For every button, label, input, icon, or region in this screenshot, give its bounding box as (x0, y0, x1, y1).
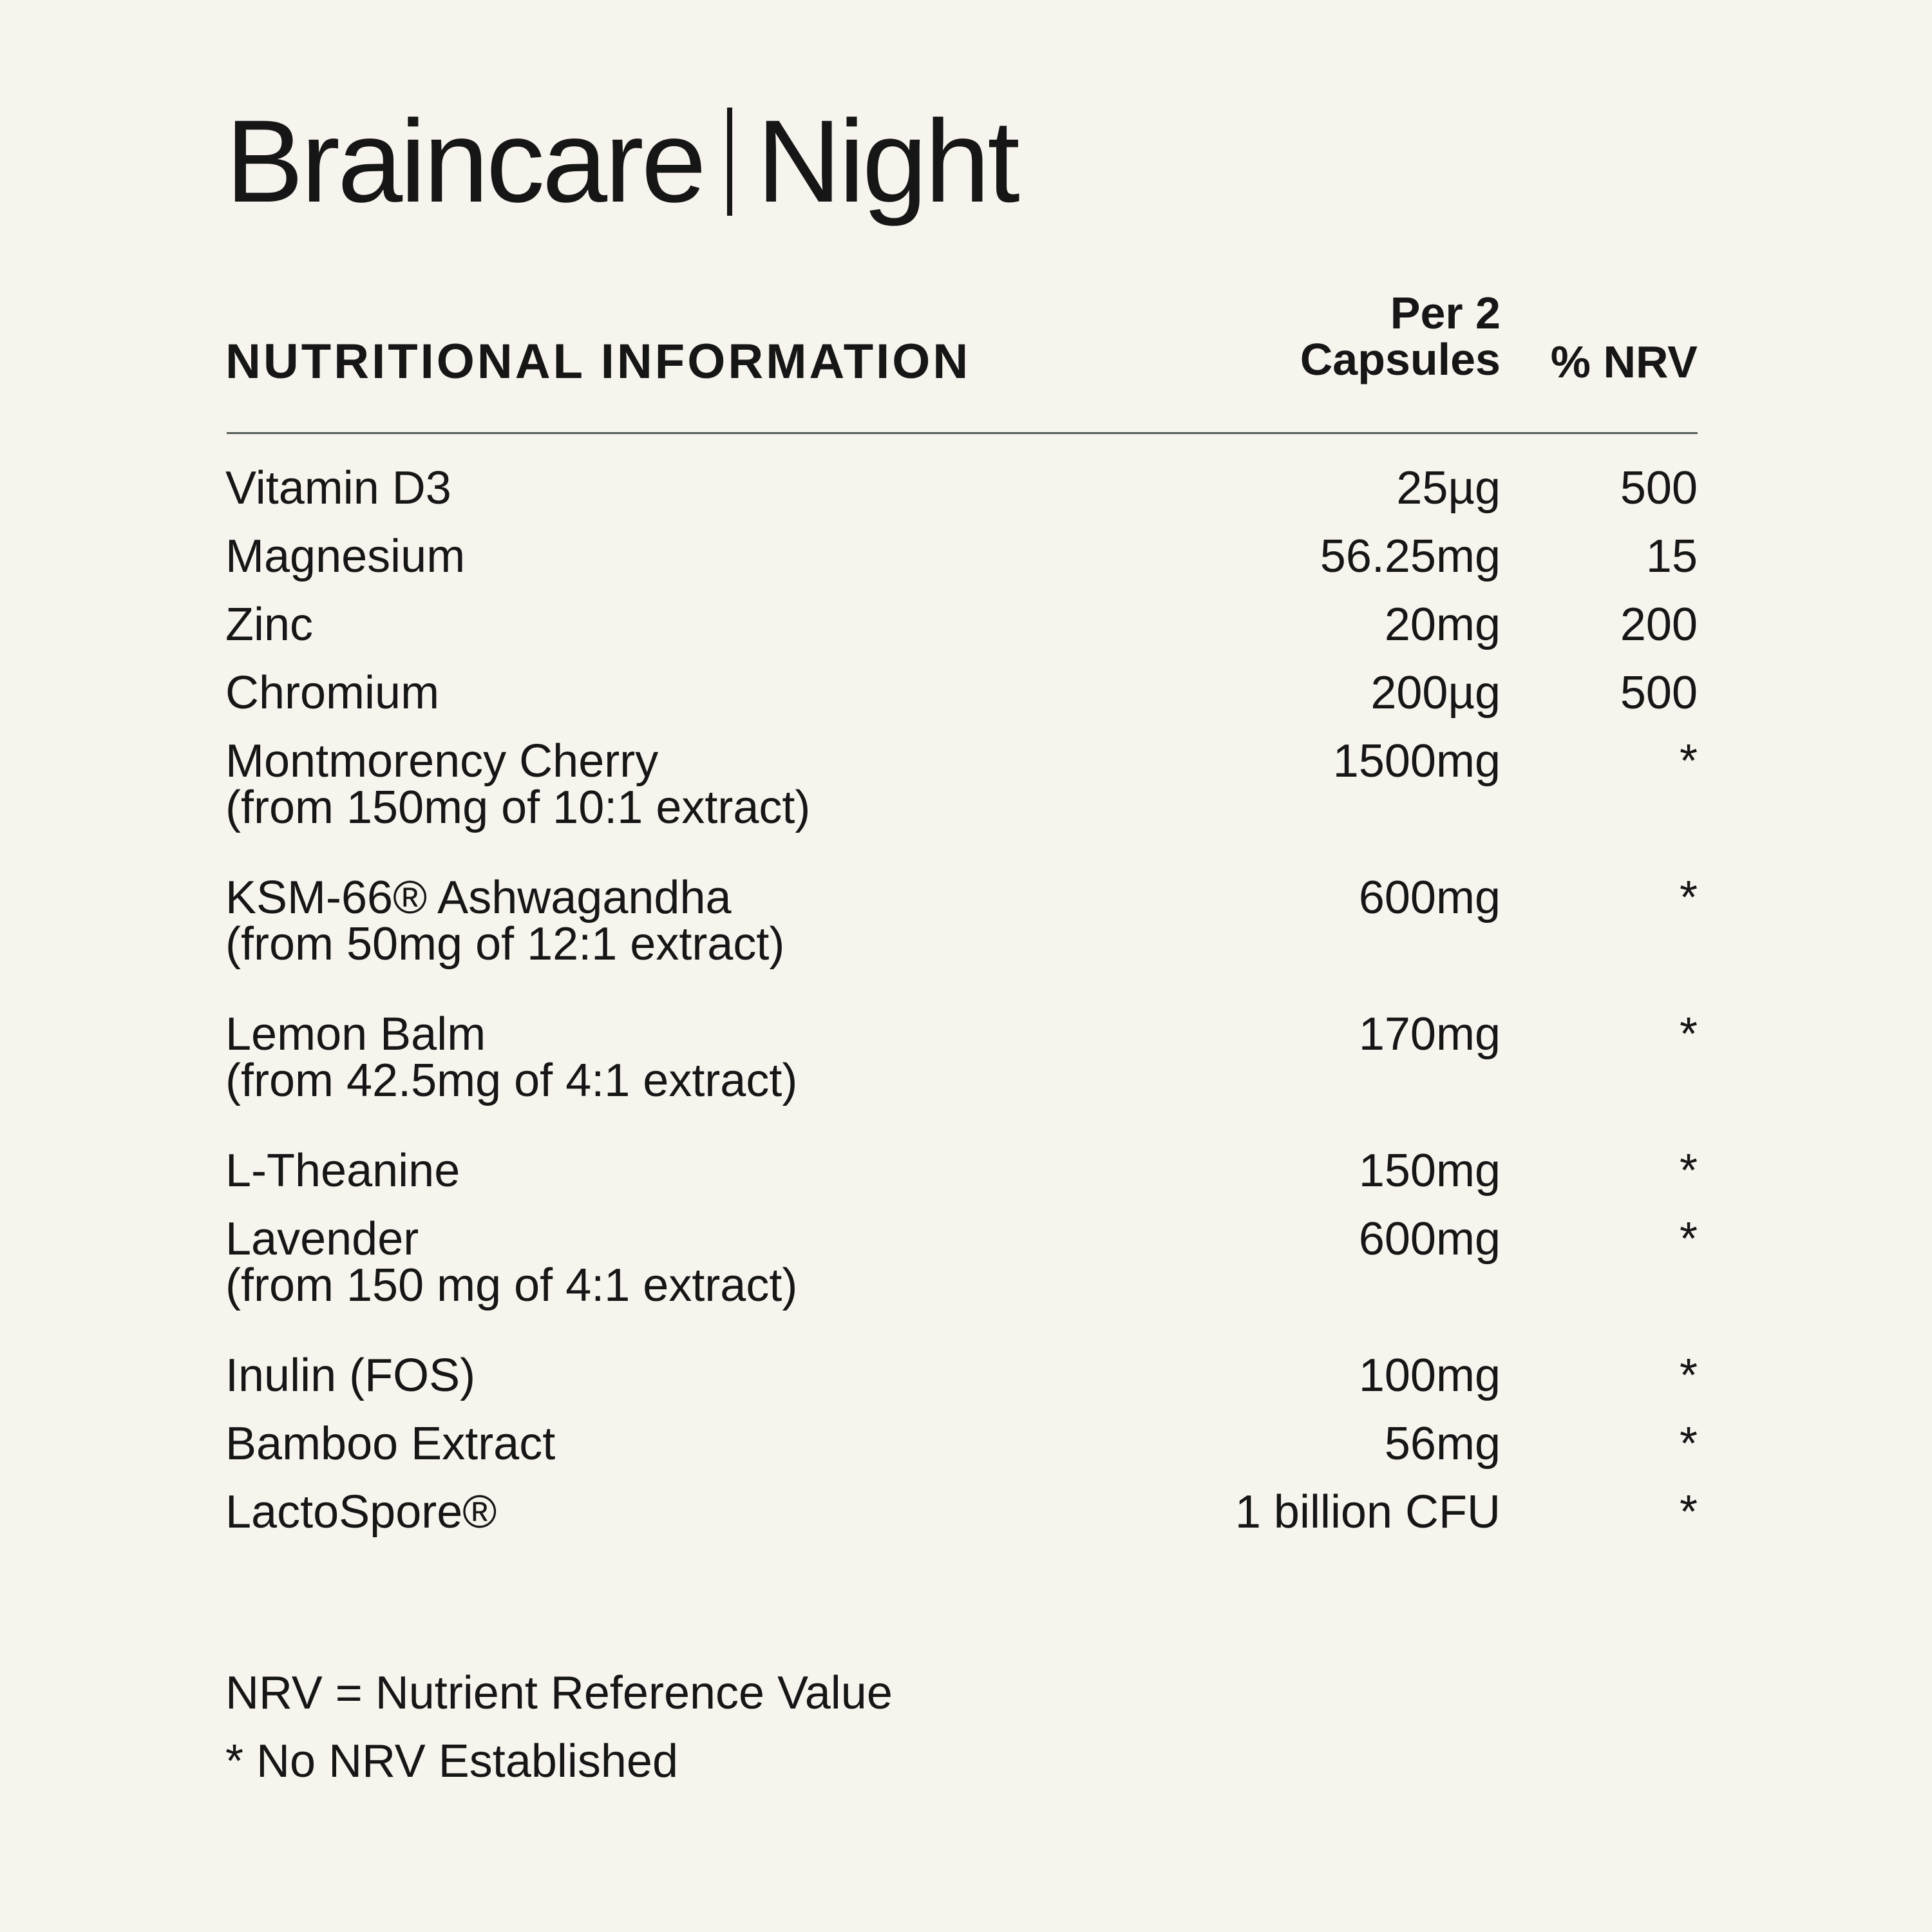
ingredient-name: Zinc (225, 599, 314, 650)
ingredient-nrv: 500 (1620, 462, 1698, 514)
table-row (225, 462, 1698, 533)
ingredient-amount: 170mg (1358, 1009, 1501, 1060)
ingredient-nrv: * (1679, 1350, 1698, 1401)
ingredient-name: Lemon Balm (225, 1009, 486, 1060)
amount-header-line1: Per 2 (1390, 288, 1501, 338)
table-row (225, 667, 1698, 738)
ingredient-nrv: * (1679, 872, 1698, 923)
ingredient-amount: 56mg (1384, 1418, 1501, 1470)
nutrition-label (225, 0, 1698, 1932)
ingredient-name: LactoSpore® (225, 1486, 497, 1538)
ingredient-name: Vitamin D3 (225, 462, 451, 514)
ingredient-extract-note: (from 150 mg of 4:1 extract) (225, 1260, 798, 1311)
product-name: Braincare (225, 95, 704, 227)
table-row (225, 1011, 1698, 1148)
table-row (225, 1418, 1698, 1489)
ingredient-name: Magnesium (225, 531, 466, 582)
ingredient-amount: 200µg (1370, 667, 1501, 719)
ingredient-amount: 1500mg (1332, 735, 1501, 787)
ingredient-nrv: 500 (1620, 667, 1698, 719)
ingredient-nrv: * (1679, 1418, 1698, 1470)
table-row (225, 872, 1698, 1011)
page-title (225, 97, 1018, 225)
ingredient-amount: 600mg (1358, 1213, 1501, 1265)
table-row (225, 1145, 1698, 1216)
ingredient-amount: 1 billion CFU (1235, 1486, 1501, 1538)
ingredient-amount: 56.25mg (1320, 531, 1501, 582)
amount-column-header (1300, 290, 1501, 383)
table-row (225, 735, 1698, 875)
ingredient-name: KSM-66® Ashwagandha (225, 872, 732, 923)
ingredient-amount: 600mg (1358, 872, 1501, 923)
ingredient-nrv: * (1679, 735, 1698, 787)
ingredient-nrv: * (1679, 1009, 1698, 1060)
table-row (225, 533, 1698, 601)
table-row (225, 1352, 1698, 1421)
ingredient-name: Inulin (FOS) (225, 1350, 476, 1401)
ingredient-nrv: * (1679, 1213, 1698, 1265)
ingredient-extract-note: (from 50mg of 12:1 extract) (225, 918, 785, 970)
ingredient-amount: 20mg (1384, 599, 1501, 650)
ingredient-nrv: * (1679, 1145, 1698, 1197)
ingredient-amount: 150mg (1358, 1145, 1501, 1197)
amount-header-line2: Capsules (1300, 334, 1501, 384)
ingredient-nrv: 200 (1620, 599, 1698, 650)
ingredient-extract-note: (from 150mg of 10:1 extract) (225, 782, 811, 833)
ingredient-amount: 100mg (1358, 1350, 1501, 1401)
ingredient-name: Lavender (225, 1213, 419, 1265)
ingredient-nrv: * (1679, 1486, 1698, 1538)
ingredient-extract-note: (from 42.5mg of 4:1 extract) (225, 1055, 798, 1106)
no-nrv-note: * No NRV Established (225, 1736, 679, 1787)
ingredient-name: Bamboo Extract (225, 1418, 556, 1470)
ingredient-name: L-Theanine (225, 1145, 460, 1197)
header-divider (227, 432, 1698, 434)
ingredient-name: Chromium (225, 667, 440, 719)
product-variant: Night (756, 95, 1018, 227)
ingredient-nrv: 15 (1645, 531, 1698, 582)
footnotes (225, 1659, 893, 1795)
ingredient-name: Montmorency Cherry (225, 735, 659, 787)
table-row (225, 1213, 1698, 1352)
ingredient-table (225, 462, 1698, 1557)
nrv-column-header: % NRV (1550, 337, 1698, 387)
nrv-definition: NRV = Nutrient Reference Value (225, 1667, 893, 1719)
table-row (225, 1486, 1698, 1557)
ingredient-amount: 25µg (1396, 462, 1501, 514)
table-header (225, 283, 1698, 389)
title-separator (727, 108, 732, 216)
table-row (225, 601, 1698, 670)
section-label: NUTRITIONAL INFORMATION (225, 334, 971, 389)
